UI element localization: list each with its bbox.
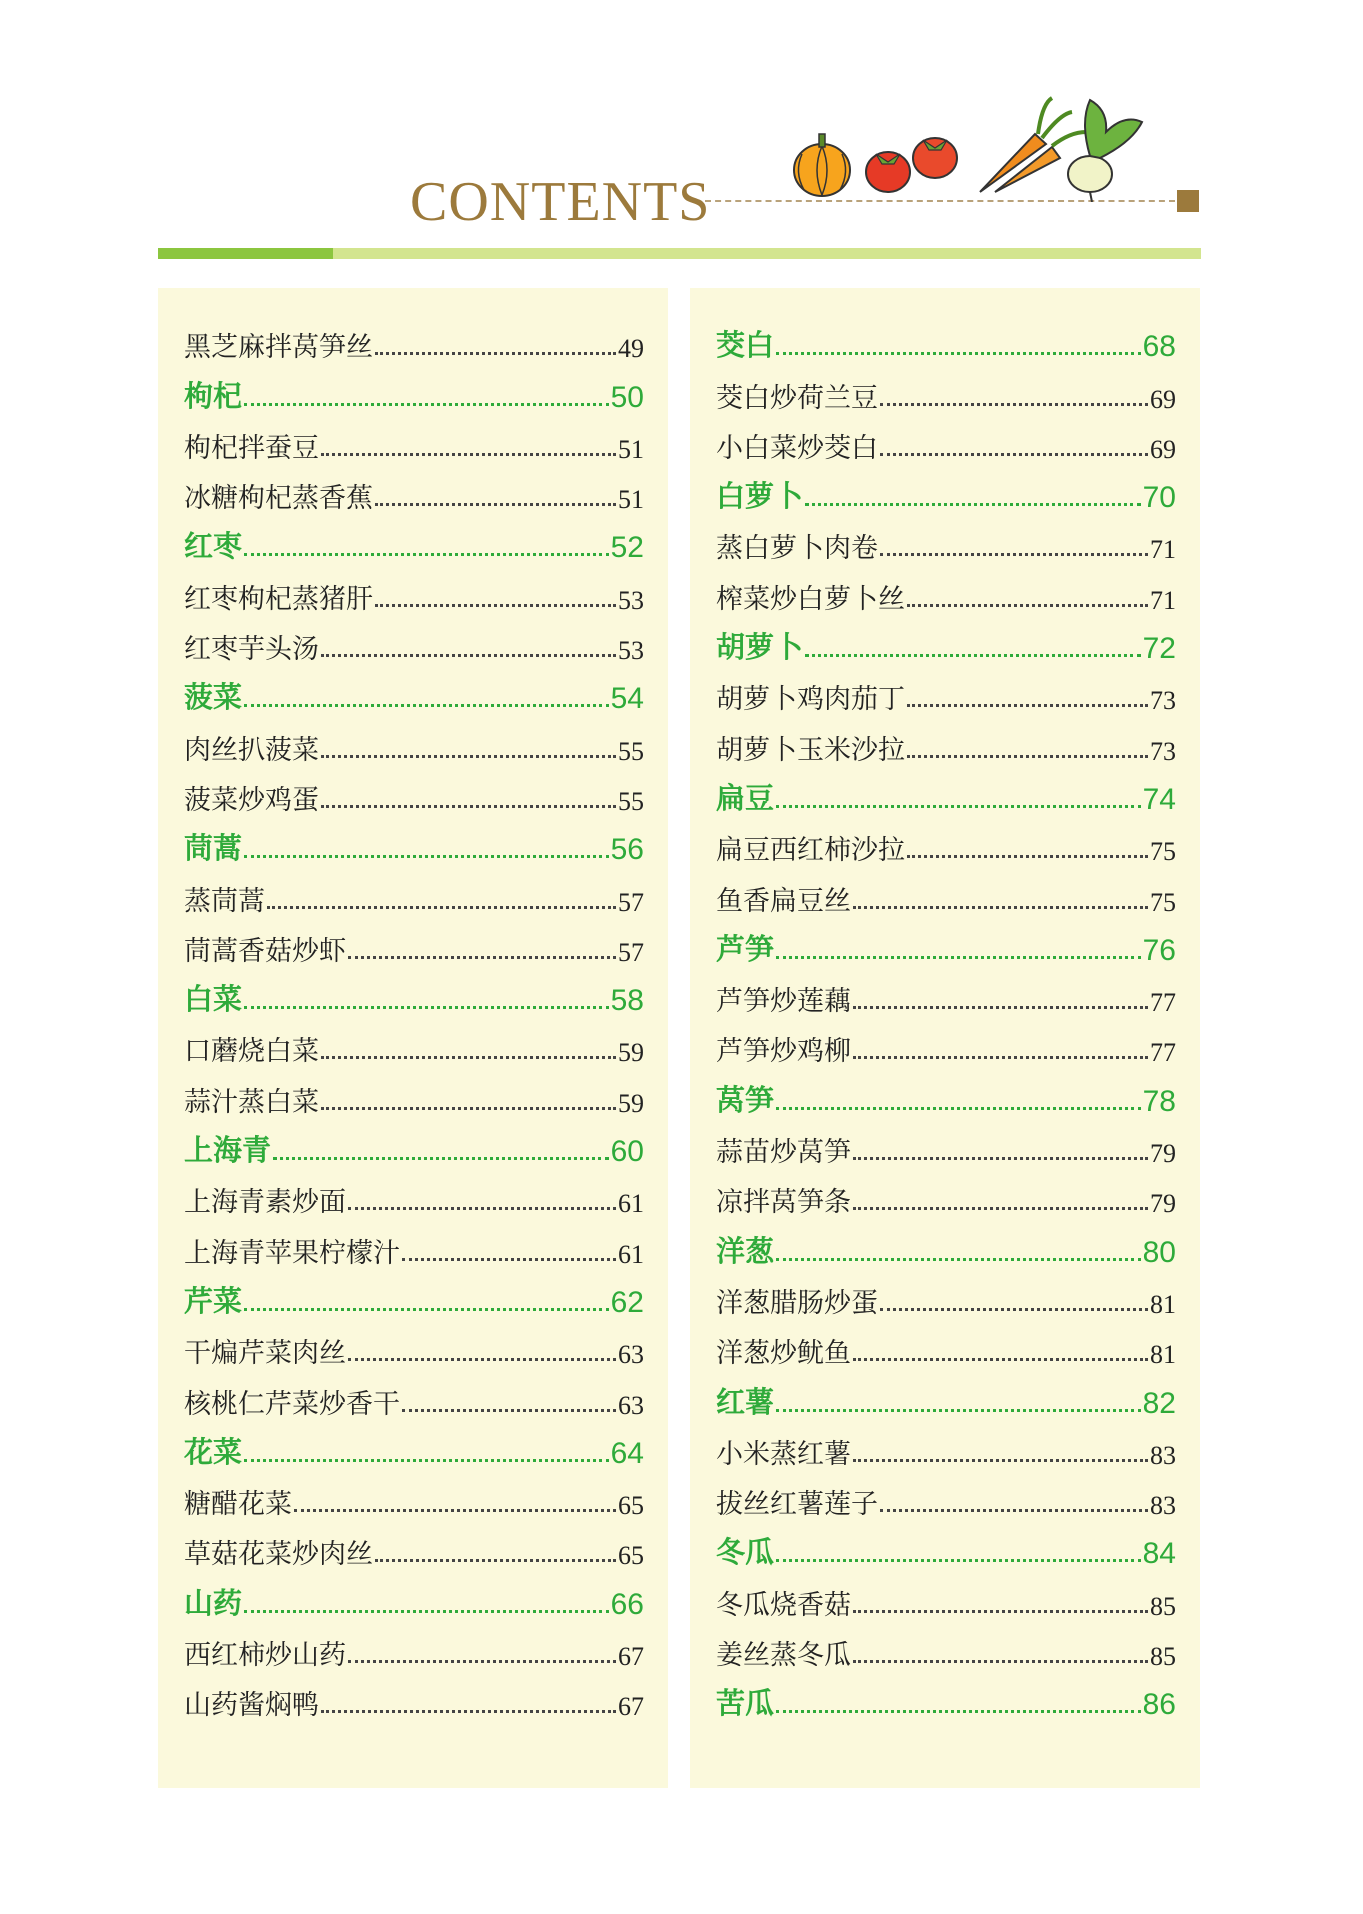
toc-page-number: 79 [1150,1189,1176,1219]
toc-entry-label: 榨菜炒白萝卜丝 [716,583,905,615]
toc-dot-leader [880,1308,1148,1311]
toc-entry-label: 芦笋炒鸡柳 [716,1036,851,1068]
toc-recipe-entry[interactable] [184,465,644,515]
toc-entry-label: 茼蒿 [184,831,243,866]
toc-recipe-entry[interactable] [716,968,1176,1018]
toc-entry-label: 冰糖枸杞蒸香蕉 [184,483,373,515]
toc-entry-label: 莴笋 [716,1082,775,1117]
toc-dot-leader [907,704,1148,707]
toc-recipe-entry[interactable] [184,1370,644,1420]
toc-entry-label: 芦笋 [716,931,775,966]
toc-entry-label: 上海青素炒面 [184,1187,346,1219]
toc-page-number: 83 [1150,1491,1176,1521]
toc-entry-label: 冬瓜 [716,1535,775,1570]
toc-page-number: 55 [618,736,644,766]
toc-entry-label: 白菜 [184,982,243,1017]
toc-recipe-entry[interactable] [184,1018,644,1068]
toc-page-number: 78 [1142,1084,1176,1118]
toc-page-number: 85 [1150,1642,1176,1672]
toc-dot-leader [853,906,1148,909]
toc-entry-label: 洋葱炒鱿鱼 [716,1338,851,1370]
toc-list-right [716,314,1176,1722]
toc-recipe-entry[interactable] [184,1622,644,1672]
toc-dot-leader [244,704,609,707]
toc-category-entry[interactable] [184,968,644,1018]
toc-category-entry[interactable] [184,1119,644,1169]
toc-page-number: 60 [610,1135,644,1169]
toc-page-number: 84 [1142,1537,1176,1571]
toc-page-number: 57 [618,887,644,917]
toc-recipe-entry[interactable] [716,716,1176,766]
toc-dot-leader [244,855,609,858]
toc-entry-label: 姜丝蒸冬瓜 [716,1640,851,1672]
toc-page-number: 61 [618,1189,644,1219]
toc-recipe-entry[interactable] [716,1119,1176,1169]
toc-entry-label: 蒜苗炒莴笋 [716,1137,851,1169]
toc-dot-leader [853,1207,1148,1210]
toc-entry-label: 肉丝扒菠菜 [184,734,319,766]
toc-page-number: 68 [1142,330,1176,364]
toc-dot-leader [244,553,609,556]
toc-page-number: 51 [618,485,644,515]
toc-dot-leader [375,604,616,607]
toc-page-number: 77 [1150,1038,1176,1068]
toc-page-number: 75 [1150,887,1176,917]
toc-dot-leader [805,654,1141,657]
toc-page-number: 56 [610,833,644,867]
toc-recipe-entry[interactable] [716,1320,1176,1370]
toc-dot-leader [853,1157,1148,1160]
toc-page-number: 79 [1150,1139,1176,1169]
toc-category-entry[interactable] [716,1370,1176,1420]
toc-entry-label: 红枣 [184,529,243,564]
toc-recipe-entry[interactable] [184,1672,644,1722]
toc-page-number: 76 [1142,933,1176,967]
toc-dot-leader [805,503,1141,506]
toc-recipe-entry[interactable] [716,515,1176,565]
toc-recipe-entry[interactable] [716,364,1176,414]
toc-page-number: 51 [618,434,644,464]
turnip-icon [1068,100,1142,202]
toc-page-number: 73 [1150,736,1176,766]
toc-entry-label: 菠菜炒鸡蛋 [184,784,319,816]
toc-page-number: 73 [1150,686,1176,716]
toc-dot-leader [880,403,1148,406]
toc-category-entry[interactable] [716,1521,1176,1571]
toc-dot-leader [321,1107,616,1110]
toc-dot-leader [321,1056,616,1059]
toc-dot-leader [273,1157,609,1160]
toc-entry-label: 洋葱 [716,1233,775,1268]
toc-page-number: 69 [1150,434,1176,464]
toc-entry-label: 蒸茼蒿 [184,885,265,917]
toc-dot-leader [880,453,1148,456]
toc-dot-leader [776,352,1141,355]
toc-recipe-entry[interactable] [716,1622,1176,1672]
toc-dot-leader [907,604,1148,607]
toc-page-number: 74 [1142,782,1176,816]
toc-recipe-entry[interactable] [716,1421,1176,1471]
toc-dot-leader [267,906,616,909]
toc-page-number: 57 [618,937,644,967]
toc-category-entry[interactable] [184,515,644,565]
toc-recipe-entry[interactable] [184,565,644,615]
toc-recipe-entry[interactable] [184,1219,644,1269]
toc-dot-leader [244,1610,609,1613]
toc-entry-label: 凉拌莴笋条 [716,1187,851,1219]
toc-recipe-entry[interactable] [184,1471,644,1521]
toc-entry-label: 黑芝麻拌莴笋丝 [184,332,373,364]
toc-entry-label: 山药 [184,1585,243,1620]
toc-dot-leader [244,1459,609,1462]
toc-dot-leader [321,1710,616,1713]
toc-dot-leader [348,1358,616,1361]
toc-dot-leader [321,453,616,456]
toc-dot-leader [853,1056,1148,1059]
toc-entry-label: 芹菜 [184,1283,243,1318]
toc-dot-leader [853,1660,1148,1663]
toc-entry-label: 蒜汁蒸白菜 [184,1086,319,1118]
toc-recipe-entry[interactable] [184,716,644,766]
toc-recipe-entry[interactable] [716,1169,1176,1219]
toc-page-number: 71 [1150,585,1176,615]
toc-dot-leader [880,553,1148,556]
toc-page-number: 61 [618,1239,644,1269]
toc-recipe-entry[interactable] [184,867,644,917]
toc-recipe-entry[interactable] [716,867,1176,917]
toc-panel-left [158,288,668,1788]
toc-recipe-entry[interactable] [716,1571,1176,1621]
toc-page-number: 69 [1150,384,1176,414]
toc-dot-leader [776,956,1141,959]
page-title: CONTENTS [410,171,711,233]
toc-entry-label: 山药酱焖鸭 [184,1690,319,1722]
toc-recipe-entry[interactable] [184,767,644,817]
toc-dot-leader [853,1459,1148,1462]
toc-recipe-entry[interactable] [184,616,644,666]
toc-entry-label: 小白菜炒茭白 [716,432,878,464]
toc-entry-label: 白萝卜 [716,479,804,514]
toc-page-number: 77 [1150,988,1176,1018]
toc-category-entry[interactable] [716,465,1176,515]
toc-dot-leader [375,1559,616,1562]
tomato-icon [866,138,957,192]
toc-entry-label: 拔丝红薯莲子 [716,1489,878,1521]
toc-recipe-entry[interactable] [716,415,1176,465]
toc-entry-label: 红薯 [716,1384,775,1419]
toc-category-entry[interactable] [716,1672,1176,1722]
toc-page-number: 72 [1142,632,1176,666]
toc-category-entry[interactable] [716,1219,1176,1269]
toc-entry-label: 草菇花菜炒肉丝 [184,1539,373,1571]
toc-category-entry[interactable] [184,666,644,716]
toc-category-entry[interactable] [716,314,1176,364]
header-bar-accent [158,248,333,259]
toc-category-entry[interactable] [184,1421,644,1471]
toc-page-number: 65 [618,1541,644,1571]
toc-category-entry[interactable] [184,817,644,867]
toc-dot-leader [880,1509,1148,1512]
toc-entry-label: 小米蒸红薯 [716,1438,851,1470]
toc-recipe-entry[interactable] [184,918,644,968]
toc-dot-leader [853,1006,1148,1009]
pumpkin-icon [794,134,850,196]
toc-page-number: 67 [618,1692,644,1722]
toc-page-number: 71 [1150,535,1176,565]
toc-entry-label: 枸杞 [184,378,243,413]
toc-category-entry[interactable] [184,1571,644,1621]
toc-entry-label: 胡萝卜鸡肉茄丁 [716,684,905,716]
toc-recipe-entry[interactable] [716,666,1176,716]
toc-dot-leader [402,1258,616,1261]
toc-page-number: 54 [610,682,644,716]
toc-dot-leader [321,755,616,758]
toc-dot-leader [375,503,616,506]
toc-dot-leader [375,352,616,355]
toc-entry-label: 上海青 [184,1133,272,1168]
toc-recipe-entry[interactable] [716,1018,1176,1068]
toc-page-number: 81 [1150,1289,1176,1319]
toc-dot-leader [776,1559,1141,1562]
toc-page-number: 82 [1142,1386,1176,1420]
toc-entry-label: 芦笋炒莲藕 [716,986,851,1018]
toc-page-number: 65 [618,1491,644,1521]
toc-recipe-entry[interactable] [716,565,1176,615]
toc-entry-label: 鱼香扁豆丝 [716,885,851,917]
toc-dot-leader [244,1308,609,1311]
toc-page-number: 58 [610,984,644,1018]
toc-page-number: 86 [1142,1688,1176,1722]
toc-dot-leader [348,956,616,959]
toc-entry-label: 扁豆西红柿沙拉 [716,835,905,867]
toc-page-number: 67 [618,1642,644,1672]
toc-entry-label: 糖醋花菜 [184,1489,292,1521]
toc-entry-label: 冬瓜烧香菇 [716,1589,851,1621]
toc-dot-leader [294,1509,616,1512]
toc-dot-leader [776,1258,1141,1261]
toc-page-number: 63 [618,1340,644,1370]
toc-page-number: 64 [610,1436,644,1470]
toc-list-left [184,314,644,1722]
toc-entry-label: 上海青苹果柠檬汁 [184,1237,400,1269]
toc-dot-leader [244,403,609,406]
toc-recipe-entry[interactable] [184,1320,644,1370]
toc-recipe-entry[interactable] [716,817,1176,867]
toc-category-entry[interactable] [716,767,1176,817]
toc-page-number: 85 [1150,1591,1176,1621]
toc-page-number: 52 [610,531,644,565]
toc-recipe-entry[interactable] [716,1270,1176,1320]
toc-entry-label: 枸杞拌蚕豆 [184,432,319,464]
toc-recipe-entry[interactable] [184,1068,644,1118]
toc-dot-leader [776,1409,1141,1412]
toc-dot-leader [244,1006,609,1009]
toc-entry-label: 茭白炒荷兰豆 [716,382,878,414]
toc-page-number: 50 [610,380,644,414]
toc-dot-leader [348,1660,616,1663]
toc-entry-label: 核桃仁芹菜炒香干 [184,1388,400,1420]
toc-dot-leader [776,1107,1141,1110]
toc-page-number: 81 [1150,1340,1176,1370]
toc-page-number: 55 [618,786,644,816]
toc-entry-label: 西红柿炒山药 [184,1640,346,1672]
toc-entry-label: 茼蒿香菇炒虾 [184,935,346,967]
toc-dot-leader [907,755,1148,758]
toc-page-number: 83 [1150,1440,1176,1470]
toc-page-number: 75 [1150,837,1176,867]
toc-category-entry[interactable] [716,1068,1176,1118]
toc-dot-leader [776,805,1141,808]
toc-entry-label: 蒸白萝卜肉卷 [716,533,878,565]
toc-page-number: 63 [618,1390,644,1420]
toc-entry-label: 扁豆 [716,780,775,815]
toc-dot-leader [402,1409,616,1412]
toc-dot-leader [776,1710,1141,1713]
toc-entry-label: 洋葱腊肠炒蛋 [716,1287,878,1319]
toc-recipe-entry[interactable] [184,1521,644,1571]
toc-page-number: 59 [618,1088,644,1118]
toc-page-number: 59 [618,1038,644,1068]
toc-dot-leader [853,1610,1148,1613]
toc-page-number: 53 [618,585,644,615]
toc-page-number: 70 [1142,481,1176,515]
toc-entry-label: 菠菜 [184,680,243,715]
toc-entry-label: 口蘑烧白菜 [184,1036,319,1068]
toc-recipe-entry[interactable] [716,1471,1176,1521]
toc-category-entry[interactable] [184,364,644,414]
toc-recipe-entry[interactable] [184,1169,644,1219]
toc-page-number: 53 [618,636,644,666]
toc-entry-label: 茭白 [716,328,775,363]
toc-entry-label: 干煸芹菜肉丝 [184,1338,346,1370]
toc-entry-label: 胡萝卜 [716,630,804,665]
toc-category-entry[interactable] [716,616,1176,666]
toc-page-number: 80 [1142,1235,1176,1269]
toc-category-entry[interactable] [716,918,1176,968]
toc-dot-leader [321,654,616,657]
vegetable-illustration [790,92,1190,202]
toc-entry-label: 红枣芋头汤 [184,634,319,666]
toc-panel-right [690,288,1200,1788]
toc-recipe-entry[interactable] [184,415,644,465]
toc-category-entry[interactable] [184,1270,644,1320]
toc-entry-label: 苦瓜 [716,1686,775,1721]
toc-dot-leader [321,805,616,808]
toc-dot-leader [907,855,1148,858]
toc-entry-label: 花菜 [184,1434,243,1469]
toc-dot-leader [348,1207,616,1210]
toc-page-number: 49 [618,334,644,364]
toc-entry-label: 胡萝卜玉米沙拉 [716,734,905,766]
toc-dot-leader [853,1358,1148,1361]
toc-page-number: 66 [610,1587,644,1621]
toc-page-number: 62 [610,1285,644,1319]
toc-entry-label: 红枣枸杞蒸猪肝 [184,583,373,615]
toc-recipe-entry[interactable] [184,314,644,364]
